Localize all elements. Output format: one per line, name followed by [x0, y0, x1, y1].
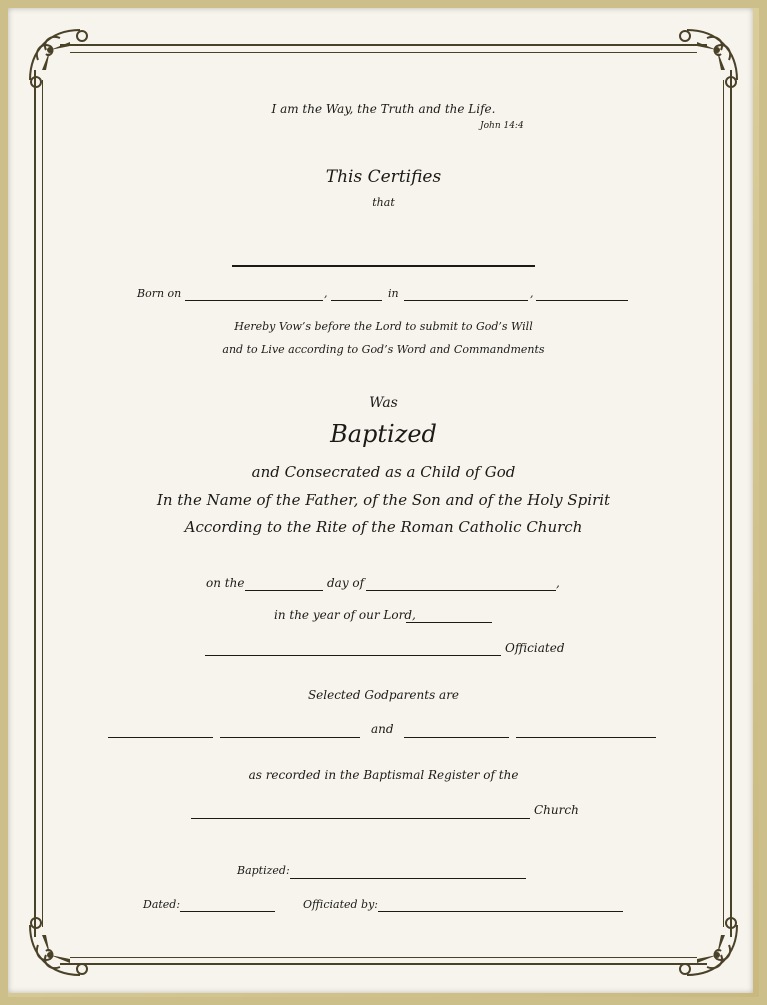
- godparent-2-first-line: [404, 737, 509, 738]
- birth-date-line: [185, 300, 323, 301]
- corner-ornament-bottom-left-icon: [20, 905, 100, 985]
- day-of-label: day of: [327, 576, 365, 590]
- godparent-1-first-line: [108, 737, 213, 738]
- and-text: and: [371, 722, 394, 736]
- rite-text: According to the Rite of the Roman Catholic Church: [184, 518, 583, 536]
- officiated-by-label: Officiated by:: [303, 898, 378, 911]
- born-on-label: Born on: [137, 287, 182, 300]
- certifies-heading: This Certifies: [325, 167, 442, 187]
- name-line: [232, 265, 535, 267]
- outer-border-bottom: [60, 963, 707, 965]
- day-line: [245, 590, 323, 591]
- year-of-label: in the year of our Lord,: [274, 608, 416, 622]
- officiated-label: Officiated: [505, 641, 565, 655]
- comma-3: ,: [556, 576, 560, 590]
- inner-border-top: [70, 52, 697, 53]
- dated-label: Dated:: [143, 898, 181, 911]
- scripture-quote: I am the Way, the Truth and the Life.: [271, 102, 496, 116]
- godparent-1-last-line: [220, 737, 360, 738]
- baptized-title: Baptized: [330, 420, 437, 448]
- officiated-by-line: [378, 911, 623, 912]
- on-the-label: on the: [206, 576, 245, 590]
- recorded-text: as recorded in the Baptismal Register of the: [248, 768, 519, 782]
- consecrated-text: and Consecrated as a Child of God: [251, 463, 516, 481]
- officiant-line: [205, 655, 501, 656]
- corner-ornament-bottom-right-icon: [667, 905, 747, 985]
- birth-year-line: [331, 300, 382, 301]
- corner-ornament-top-right-icon: [667, 20, 747, 100]
- year-line: [406, 622, 492, 623]
- baptized-by-line: [290, 878, 526, 879]
- comma-1: ,: [324, 287, 328, 300]
- birth-city-line: [404, 300, 528, 301]
- church-label: Church: [534, 803, 579, 817]
- month-line: [366, 590, 556, 591]
- corner-ornament-top-left-icon: [20, 20, 100, 100]
- comma-2: ,: [530, 287, 534, 300]
- dated-line: [180, 911, 275, 912]
- outer-border-top: [60, 44, 707, 46]
- baptized-label: Baptized:: [237, 864, 290, 877]
- birth-state-line: [536, 300, 628, 301]
- church-name-line: [191, 818, 530, 819]
- was-text: Was: [369, 395, 398, 411]
- vow-line-1: Hereby Vow’s before the Lord to submit to God’s Will: [234, 320, 533, 333]
- scripture-reference: John 14:4: [480, 121, 524, 131]
- inner-border-bottom: [70, 957, 697, 958]
- in-label: in: [388, 287, 399, 300]
- that-text: that: [372, 196, 395, 209]
- name-of-text: In the Name of the Father, of the Son and of the Holy Spirit: [156, 491, 611, 509]
- vow-line-2: and to Live according to God’s Word and Commandments: [222, 343, 545, 356]
- godparents-heading: Selected Godparents are: [307, 688, 460, 702]
- godparent-2-last-line: [516, 737, 656, 738]
